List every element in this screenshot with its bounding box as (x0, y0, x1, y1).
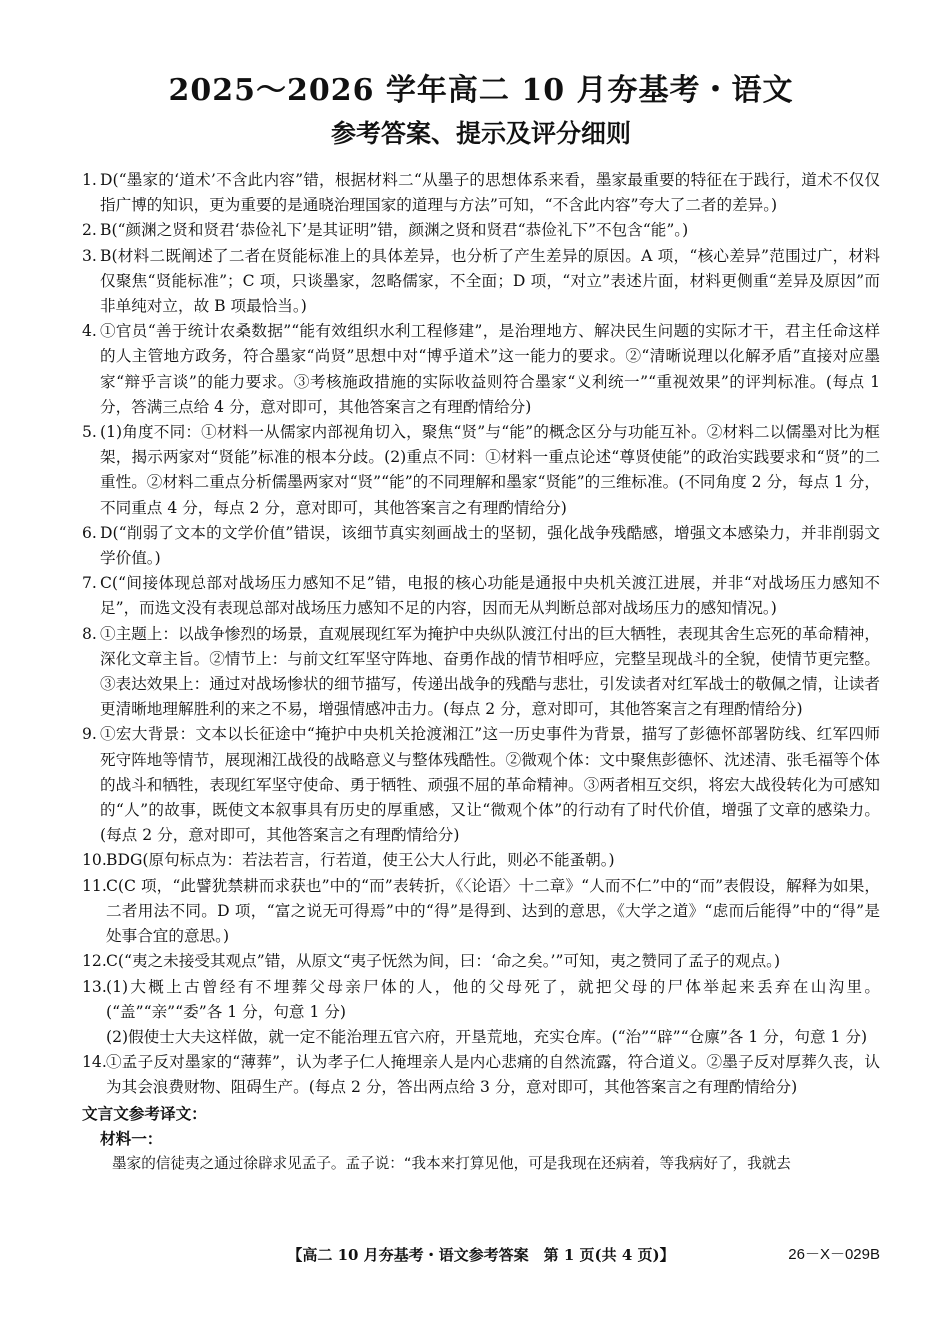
page-footer (82, 1244, 880, 1266)
answer-number: 11. (82, 876, 107, 895)
answer-number: 5. (82, 423, 97, 442)
answer-number: 7. (82, 574, 97, 593)
answer-number: 13. (82, 977, 107, 996)
answer-item-14 (82, 1050, 880, 1100)
answer-item-6 (82, 521, 880, 571)
answer-text: B(“颜渊之贤和贤君‘恭俭礼下’是其证明”错，颜渊之贤和贤君“恭俭礼下”不包含“能”。) (100, 221, 689, 240)
footer-label: 【高二 10 月夯基考・语文参考答案 第 1 页(共 4 页)】 (287, 1246, 675, 1264)
answer-number: 3. (82, 246, 97, 265)
answer-text: (1)角度不同：①材料一从儒家内部视角切入，聚焦“贤”与“能”的概念区分与功能互补。②材料二以儒墨对比为框架，揭示两家对“贤能”标准的根本分歧。(2)重点不同：①材料一重点论述“尊贤使能”的政治实践要求和“贤”的二重性。②材料二重点分析儒墨两家对“贤”“能”的不同理解和墨家“贤能”的三维标准。(不同角度 2 分，每点 1 分，不同重点 4 分，每点 2 分，意对即可，其他答案言之有理酌情给分) (100, 423, 880, 517)
answer-number: 8. (82, 624, 97, 643)
answer-item-4 (82, 319, 880, 420)
answer-number: 10. (82, 851, 107, 870)
page-title: 2025～2026 学年高二 10 月夯基考・语文 (168, 73, 794, 108)
answer-number: 6. (82, 523, 97, 542)
answer-text: C(C 项，“此譬犹禁耕而求获也”中的“而”表转折，《〈论语〉十二章》“人而不仁”中的“而”表假设，解释为如果，二者用法不同。D 项，“富之说无可得焉”中的“得”是得到、达到的意思，《大学之道》“虑而后能得”中的“得”是处事合宜的意思。) (106, 876, 880, 946)
footer-code: 26－X－029B (788, 1246, 880, 1263)
translation-section (82, 1101, 880, 1176)
answer-number: 4. (82, 322, 97, 341)
answer-item-3 (82, 244, 880, 320)
answer-text: (1)大概上古曾经有不埋葬父母亲尸体的人，他的父母死了，就把父母的尸体举起来丢弃在山沟里。(“盖”“亲”“委”各 1 分，句意 1 分) (106, 977, 880, 1021)
answer-text: BDG(原句标点为：若法若言，行若道，使王公大人行此，则必不能蚤朝。) (106, 851, 615, 870)
answer-text: C(“夷之未接受其观点”错，从原文“夷子怃然为间，曰：‘命之矣。’”可知，夷之赞同了孟子的观点。) (106, 952, 781, 971)
answer-item-1 (82, 168, 880, 218)
answer-item-5 (82, 420, 880, 521)
answer-text: ①官员“善于统计农桑数据”“能有效组织水利工程修建”，是治理地方、解决民生问题的实际才干，君主任命这样的人主管地方政务，符合墨家“尚贤”思想中对“博乎道术”这一能力的要求。②“清晰说理以化解矛盾”直接对应墨家“辩乎言谈”的能力要求。③考核施政措施的实际收益则符合墨家“义利统一”“重视效果”的评判标准。(每点 1 分，答满三点给 4 分，意对即可，其他答案言之有理酌情给分) (100, 322, 880, 416)
answer-item-13 (82, 975, 880, 1051)
answer-text-part2: (2)假使士大夫这样做，就一定不能治理五官六府，开垦荒地，充实仓库。(“治”“辟”“仓廪”各 1 分，句意 1 分) (106, 1027, 868, 1046)
answer-number: 1. (82, 171, 97, 189)
answer-item-2 (82, 218, 880, 243)
answer-number: 9. (82, 725, 97, 744)
translation-heading: 文言文参考译文： (82, 1103, 207, 1123)
answer-item-8 (82, 622, 880, 723)
page-subtitle: 参考答案、提示及评分细则 (330, 119, 631, 148)
answer-item-10 (82, 848, 880, 873)
answer-text: ①孟子反对墨家的“薄葬”，认为孝子仁人掩埋亲人是内心悲痛的自然流露，符合道义。②墨子反对厚葬久丧，认为其会浪费财物、阻碍生产。(每点 2 分，答出两点给 3 分，意对即可，其他答案言之有理酌情给分) (106, 1053, 880, 1097)
answer-item-7 (82, 571, 880, 621)
answer-text: C(“间接体现总部对战场压力感知不足”错，电报的核心功能是通报中央机关渡江进展，并非“对战场压力感知不足”，而选文没有表现总部对战场压力感知不足的内容，因而无从判断总部对战场压力的感知情况。) (100, 574, 880, 618)
answer-item-12 (82, 949, 880, 974)
answer-number: 14. (82, 1053, 107, 1072)
translation-text: 墨家的信徒夷之通过徐辟求见孟子。孟子说：“我本来打算见他，可是我现在还病着，等我病好了，我就去 (112, 1154, 791, 1172)
translation-sub-heading: 材料一： (100, 1128, 163, 1148)
answer-item-9 (82, 722, 880, 848)
answer-number: 12. (82, 952, 107, 971)
answer-list (82, 168, 880, 1101)
answer-text: D(“削弱了文本的文学价值”错误，该细节真实刻画战士的坚韧，强化战争残酷感，增强文本感染力，并非削弱文学价值。) (100, 523, 880, 568)
answer-item-11 (82, 874, 880, 950)
answer-text: ①宏大背景：文本以长征途中“掩护中央机关抢渡湘江”这一历史事件为背景，描写了彭德怀部署防线、红军四师死守阵地等情节，展现湘江战役的战略意义与整体残酷性。②微观个体：文中聚焦彭德怀、沈述清、张毛福等个体的战斗和牺牲，表现红军坚守使命、勇于牺牲、顽强不屈的革命精神。③两者相互交织，将宏大战役转化为可感知的“人”的故事，既使文本叙事具有历史的厚重感，又让“微观个体”的行动有了时代价值，增强了文章的感染力。(每点 2 分，意对即可，其他答案言之有理酌情给分) (100, 725, 880, 845)
answer-text: B(材料二既阐述了二者在贤能标准上的具体差异，也分析了产生差异的原因。A 项，“核心差异”范围过广，材料仅聚焦“贤能标准”；C 项，只谈墨家，忽略儒家，不全面；D 项，“对立”表述片面，材料更侧重“差异及原因”而非单纯对立，故 B 项最恰当。) (100, 246, 880, 316)
answer-text: D(“墨家的‘道术’不含此内容”错，根据材料二“从墨子的思想体系来看，墨家最重要的特征在于践行，道术不仅仅指广博的知识，更为重要的是通晓治理国家的道理与方法”可知，“不含此内容”夸大了二者的差异。) (100, 171, 880, 215)
answer-text: ①主题上：以战争惨烈的场景，直观展现红军为掩护中央纵队渡江付出的巨大牺牲，表现其舍生忘死的革命精神，深化文章主旨。②情节上：与前文红军坚守阵地、奋勇作战的情节相呼应，完整呈现战斗的全貌，使情节更完整。③表达效果上：通过对战场惨状的细节描写，传递出战争的残酷与悲壮，引发读者对红军战士的敬佩之情，让读者更清晰地理解胜利的来之不易，增强情感冲击力。(每点 2 分，意对即可，其他答案言之有理酌情给分) (100, 624, 880, 719)
answer-number: 2. (82, 221, 97, 240)
